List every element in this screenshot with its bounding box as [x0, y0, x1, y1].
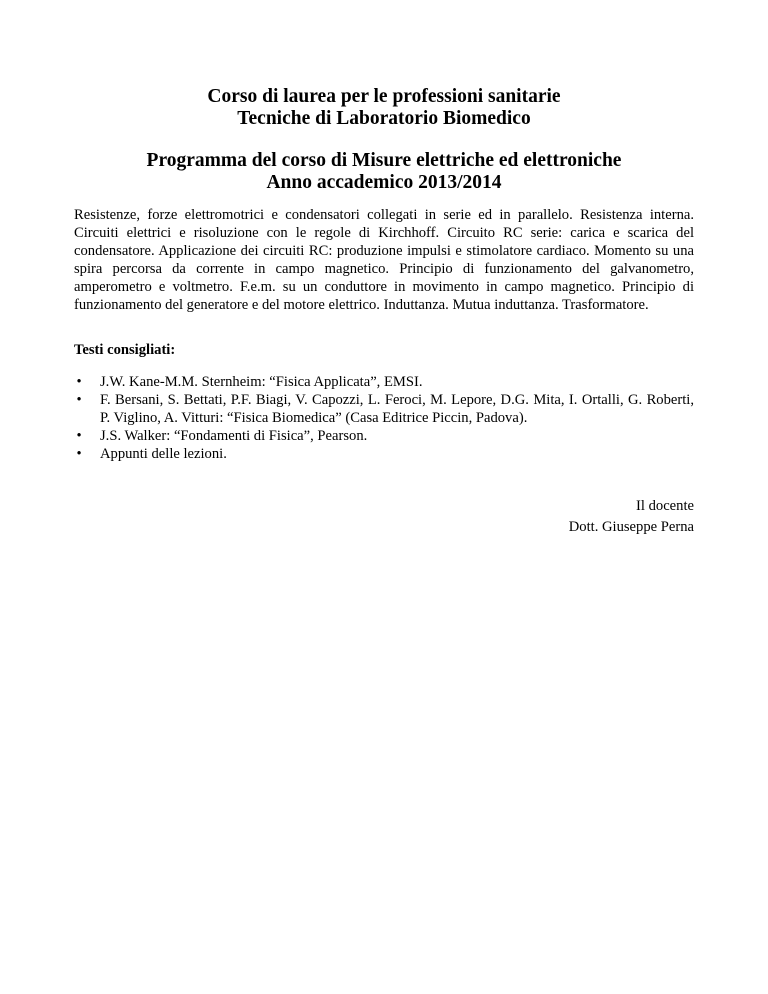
degree-subtitle: Tecniche di Laboratorio Biomedico: [237, 108, 531, 129]
list-item: [74, 373, 694, 391]
references-title: Testi consigliati:: [74, 342, 176, 358]
degree-header: [74, 86, 694, 130]
reference-text: J.W. Kane-M.M. Sternheim: “Fisica Applicata”, EMSI.: [100, 374, 423, 390]
reference-text: J.S. Walker: “Fondamenti di Fisica”, Pearson.: [100, 428, 368, 444]
bullet-icon: •: [76, 428, 82, 444]
signature-role: Il docente: [636, 498, 694, 514]
reference-text: F. Bersani, S. Bettati, P.F. Biagi, V. Capozzi, L. Feroci, M. Lepore, D.G. Mita, I. Ortalli, G. Roberti, P. Viglino, A. Vitturi: “Fisica Biomedica” (Casa Editrice Piccin, Padova).: [100, 392, 694, 426]
bullet-icon: •: [76, 374, 82, 390]
reference-text: Appunti delle lezioni.: [100, 446, 227, 462]
degree-title: Corso di laurea per le professioni sanitarie: [207, 86, 561, 107]
bullet-icon: •: [76, 392, 82, 408]
course-title: Programma del corso di Misure elettriche ed elettroniche: [146, 150, 622, 171]
list-item: [74, 445, 694, 463]
signature-name: Dott. Giuseppe Perna: [568, 519, 694, 535]
list-item: [74, 427, 694, 445]
list-item: [74, 391, 694, 427]
academic-year: Anno accademico 2013/2014: [266, 172, 502, 193]
references-list: [74, 373, 694, 463]
signature-block: [569, 496, 694, 538]
bullet-icon: •: [76, 446, 82, 462]
program-paragraph: Resistenze, forze elettromotrici e condensatori collegati in serie ed in parallelo. Resistenza interna. Circuiti elettrici e risoluzione con le regole di Kirchhoff. Circuito RC serie: carica e scarica del condensatore. Applicazione dei circuiti RC: produzione impulsi e stimolatore cardiaco. Momento su una spira percorsa da corrente in campo magnetico. Principio di funzionamento del galvanometro, amperometro e voltmetro. F.e.m. su un conduttore in movimento in campo magnetico. Principio di funzionamento del generatore e del motore elettrico. Induttanza. Mutua induttanza. Trasformatore.: [74, 207, 694, 313]
course-header: [74, 150, 694, 194]
